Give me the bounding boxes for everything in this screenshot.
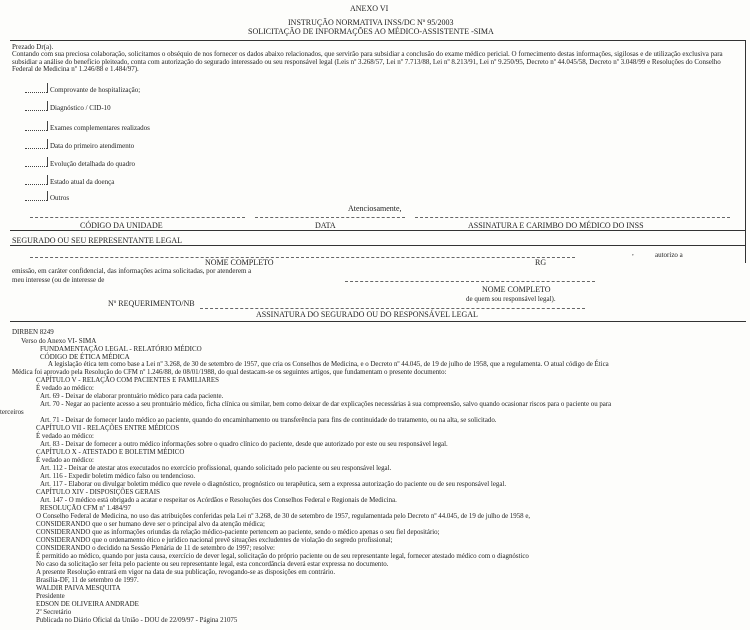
legal-line: O Conselho Federal de Medicina, no uso das atribuições conferidas pela Lei nº 3.268, de 30 de setembro de 1957, regulamentada pelo Decreto nº 44.045, de 19 de julho de 1958 e, — [36, 513, 531, 520]
request-number-label: Nº REQUERIMENTO/NB — [108, 299, 195, 308]
legal-line: CAPÍTULO VII - RELAÇÕES ENTRE MÉDICOS — [36, 425, 180, 432]
legal-line: Art. 117 - Elaborar ou divulgar boletim médico que revele o diagnóstico, prognóstico ou terapêutica, sem a expressa autorização do paciente ou de seu responsável legal. — [40, 481, 507, 488]
closing-text: Atenciosamente, — [348, 204, 402, 213]
legal-line: Brasília-DF, 11 de setembro de 1997. — [36, 577, 139, 584]
legal-line: terceiros — [0, 409, 24, 416]
legal-line: CONSIDERANDO o decidido na Sessão Plenária de 11 de setembro de 1997; resolve: — [36, 545, 275, 552]
checkbox-blank[interactable] — [25, 166, 47, 167]
checkbox-blank[interactable] — [25, 92, 47, 93]
checkbox-blank[interactable] — [25, 200, 47, 201]
legal-line: CAPÍTULO V - RELAÇÃO COM PACIENTES E FAMILIARES — [36, 377, 219, 384]
checklist-label: Estado atual da doença — [50, 178, 115, 186]
legal-line: Art. 83 - Deixar de fornecer a outro médico informações sobre o quadro clínico do paciente, desde que autorizado por este ou seu responsável legal. — [40, 441, 448, 448]
legal-line: 2º Secretário — [36, 609, 72, 616]
insured-signature-label: ASSINATURA DO SEGURADO OU DO RESPONSÁVEL LEGAL — [256, 310, 478, 319]
checklist-label: Evolução detalhada do quadro — [50, 160, 135, 168]
authorize-text: autorizo a — [655, 251, 683, 259]
full-name-label: NOME COMPLETO — [205, 258, 274, 267]
legal-line: É vedado ao médico: — [36, 433, 94, 440]
legal-line: CONSIDERANDO que o ser humano deve ser o principal alvo da atenção médica; — [36, 521, 265, 528]
authorization-title: SEGURADO OU SEU REPRESENTANTE LEGAL — [12, 236, 183, 245]
ethics-code-title: CÓDIGO DE ÉTICA MÉDICA — [40, 353, 130, 361]
legal-line: CONSIDERANDO que o ordenamento ético e jurídico nacional prevê situações excludentes de violação do segredo profissional; — [36, 537, 393, 544]
legal-line: É permitido ao médico, quando por justa causa, exercício de dever legal, solicitação do próprio paciente ou de seu representante legal, fornecer atestado médico com o diagnóstico — [36, 553, 529, 560]
legal-line: No caso da solicitação ser feita pelo paciente ou seu representante legal, esta concordância deverá estar expressa no documento. — [36, 561, 389, 568]
document-title: INSTRUÇÃO NORMATIVA INSS/DC Nº 95/2003 — [288, 18, 454, 27]
comma-mark: , — [632, 249, 634, 257]
checkbox-blank[interactable] — [25, 130, 47, 131]
legal-line: É vedado ao médico: — [36, 457, 94, 464]
legal-line: CONSIDERANDO que as informações oriundas da relação médico-paciente pertencem ao paciente, sendo o médico apenas o seu fiel depositário; — [36, 529, 440, 536]
document-subtitle: SOLICITAÇÃO DE INFORMAÇÕES AO MÉDICO-ASSISTENTE -SIMA — [248, 27, 494, 36]
checklist-label: Diagnóstico / CID-10 — [50, 104, 111, 112]
emission-text: emissão, em caráter confidencial, das informações acima solicitadas, por atenderem a — [12, 267, 252, 275]
legal-line: EDSON DE OLIVEIRA ANDRADE — [36, 601, 139, 608]
intro-paragraph: Contando com sua preciosa colaboração, solicitamos o obséquio de nos fornecer os dados abaixo relacionados, que servirão para subsidiar a conclusão do exame médico pericial. O fornecimento destas informações, sigilosas e de utilização exclusiva para subsidiar a análise do benefício pleiteado, conta com autorização do segurado interessado ou seu responsável legal (Leis nº 3.268/57, Lei nº 7.713/88, Lei nº 8.213/91, Lei nº 9.250/95, Decreto nº 44.045/58, Decreto nº 3.048/99 e Resoluções do Conselho Federal de Medicina nº 1.246/88 e 1.484/97). — [12, 50, 723, 74]
inss-doctor-signature-label: ASSINATURA E CARIMBO DO MÉDICO DO INSS — [468, 221, 644, 230]
legal-line: Art. 147 - O médico está obrigado a acatar e respeitar os Acórdãos e Resoluções dos Conselhos Federal e Regionais de Medicina. — [40, 497, 397, 504]
legal-line: A presente Resolução entrará em vigor na data de sua publicação, revogando-se as disposições em contrário. — [36, 569, 336, 576]
checklist-label: Comprovante de hospitalização; — [50, 86, 141, 94]
full-name-2-label: NOME COMPLETO — [482, 285, 551, 294]
legal-line: A legislação ética tem como base a Lei nº 3.268, de 30 de setembro de 1957, que cria os Conselhos de Medicina, e o Decreto nº 44.045, de 19 de julho de 1958, que a regulamenta. O atual código de Ética — [48, 361, 609, 368]
legal-line: WALDIR PAIVA MESQUITA — [36, 585, 121, 592]
legal-line: Art. 112 - Deixar de atestar atos executados no exercício profissional, quando solicitado pelo paciente ou seu responsável legal. — [40, 465, 392, 472]
verso-label: Verso do Anexo VI- SIMA — [21, 337, 97, 345]
legal-line: Publicada no Diário Oficial da União - DOU de 22/09/97 - Página 21075 — [36, 617, 238, 624]
checklist-label: Outros — [50, 194, 70, 202]
annex-label: ANEXO VI — [350, 4, 389, 13]
greeting: Prezado Dr(a). — [12, 43, 54, 51]
legal-line: CAPÍTULO X - ATESTADO E BOLETIM MÉDICO — [36, 449, 185, 456]
legal-line: Art. 69 - Deixar de elaborar prontuário médico para cada paciente. — [40, 393, 224, 400]
checkbox-blank[interactable] — [25, 184, 47, 185]
legal-line: Médica foi aprovado pela Resolução do CFM nº 1.246/88, de 08/01/1988, do qual destacam-se os seguintes artigos, que fundamentam o presente documento: — [12, 369, 447, 376]
date-label: DATA — [315, 221, 336, 230]
legal-basis-title: FUNDAMENTAÇÃO LEGAL - RELATÓRIO MÉDICO — [40, 345, 202, 353]
checkbox-blank[interactable] — [25, 148, 47, 149]
legal-line: Art. 71 - Deixar de fornecer laudo médico ao paciente, quando do encaminhamento ou transferência para fins de continuidade do tratamento, ou na alta, se solicitado. — [40, 417, 497, 424]
legal-line: Presidente — [36, 593, 65, 600]
checkbox-blank[interactable] — [25, 110, 47, 111]
checklist-label: Data do primeiro atendimento — [50, 142, 135, 150]
rg-label: RG — [535, 258, 547, 267]
legal-line: É vedado ao médico: — [36, 385, 94, 392]
checklist-label: Exames complementares realizados — [50, 124, 150, 132]
form-code: DIRBEN 8249 — [12, 328, 54, 336]
interest-text: meu interesse (ou de interesse de — [12, 276, 105, 284]
legal-line: Art. 116 - Expedir boletim médico falso ou tendencioso. — [40, 473, 196, 480]
responsible-text: de quem sou responsável legal). — [466, 295, 556, 303]
legal-line: CAPÍTULO XIV - DISPOSIÇÕES GERAIS — [36, 489, 160, 496]
unit-code-label: CÓDIGO DA UNIDADE — [80, 221, 163, 230]
legal-line: Art. 70 - Negar ao paciente acesso a seu prontuário médico, ficha clínica ou similar, bem como deixar de dar explicações necessárias à sua compreensão, salvo quando ocasionar riscos para o paciente ou para — [40, 401, 612, 408]
legal-line: RESOLUÇÃO CFM nº 1.484/97 — [40, 505, 131, 512]
